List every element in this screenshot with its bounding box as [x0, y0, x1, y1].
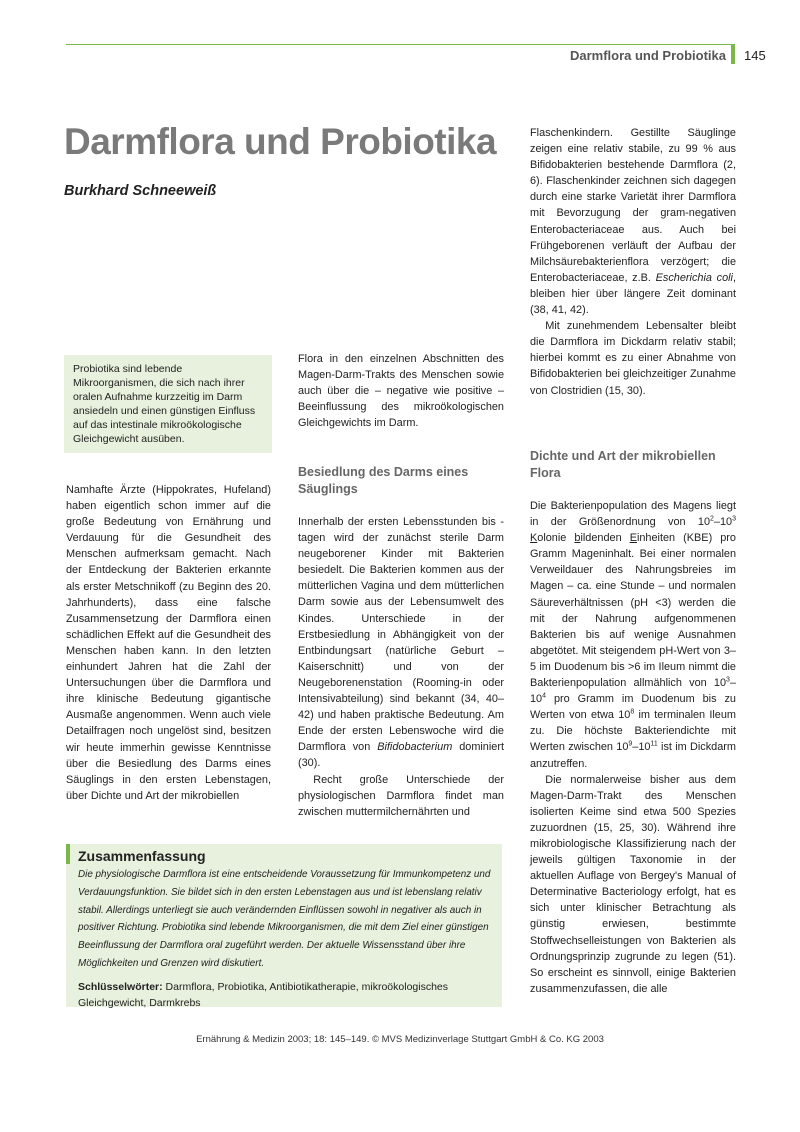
kbe-letter-k: K [530, 532, 538, 545]
col3-paragraph-4: Die normalerweise bisher aus dem Magen-Darm-Trakt des Menschen isolierten Keime sind etwa 500 Spezies zuzuordnen (15, 25, 30). Während ihre mikrobiologische Klassifizierung nach der jeweils gültigen Taxonomie in der aktuellen Auflage von Bergey's Manual of Determinative Bacteriology erfolgt, hat es sich unter klinischer Betrachtung als günstig erwiesen, bestimmte Stoffwechselleistungen von Bakterien als Ordnungsprinzip zugrunde zu legen (51). So erscheint es sinnvoll, einige Bakterien zusammenzufassen, die alle [530, 773, 736, 995]
col3-p3-c: (KBE) pro Gramm Mageninhalt. Bei einer normalen Verweildauer des Nahrungsbreies im Magen – ca. eine Stunde – und normalen Säureverhältnissen (pH <3) werden die mit der Nahrung aufgenommenen Bakterien bis auf wenige Ausnahmen abgetötet. Mit steigendem pH-Wert von 3–5 im Duodenum bis >6 im Ileum nimmt die Bakterienpopulation allmählich von 10 [530, 532, 736, 690]
col3-p3-word: inheiten [636, 532, 676, 545]
citation-footer: Ernährung & Medizin 2003; 18: 145–149. © MVS Medizinverlage Stuttgart GmbH & Co. KG 2003 [196, 1034, 604, 1045]
section-heading-dichte: Dichte und Art der mikrobiellen Flora [530, 449, 716, 480]
superscript: 8 [630, 708, 635, 716]
section-heading-besiedlung: Besiedlung des Darms eines Säuglings [298, 465, 469, 496]
superscript: 3 [732, 515, 736, 523]
col3-p3-d: –10 [530, 677, 736, 706]
col2-body [298, 514, 504, 820]
col3-p3-word: ildenden [580, 532, 622, 545]
col2-paragraph-3: Recht große Unterschiede der physiologischen Darmflora findet man zwischen muttermilchernährten und [298, 773, 504, 818]
kbe-letter-b: b [574, 532, 581, 545]
col1-paragraph-1: Namhafte Ärzte (Hippokrates, Hufeland) haben eigentlich schon immer auf die große Bedeutung von Ernährung und Verdauung für die Gesundheit des Menschen aufmerksam gemacht. Nach der Entdeckung der Bakterien erkannte als erster Metschnikoff (zu Beginn des 20. Jahrhunderts), dass eine falsche Zusammensetzung der Darmflora einen schädlichen Effekt auf die Gesundheit des Menschen haben kann. In den letzten einhundert Jahren hat die Zahl der Untersuchungen über die Darmflora und ihre klinische Bedeutung gigantische Ausmaße angenommen. Wenn auch viele Detailfragen noch ungelöst sind, besitzen wir heute immerhin gewisse Kenntnisse über die Besiedlung des Darms eines Säuglings in den ersten Lebenstagen, über Dichte und Art der mikrobiellen [66, 484, 271, 802]
col3-paragraph-3 [530, 498, 736, 772]
col3-p3-b: –10 [713, 516, 733, 529]
article-author: Burkhard Schneeweiß [64, 183, 217, 199]
summary-accent-bar [66, 844, 70, 864]
col3-p3-e: pro Gramm im Duodenum bis zu Werten von etwa 10 [530, 693, 736, 722]
col3-bottom-body [530, 498, 736, 997]
summary-text: Die physiologische Darmflora ist eine entscheidende Voraussetzung für Immunkompetenz und Verdauungsfunktion. Sie bildet sich in den ersten Lebenstagen aus und ist lebenslang relativ stabil. Allerdings unterliegt sie auch verändernden Einflüssen sowohl in negativer als auch in positiver Richtung. Probiotika sind lebende Mikroorganismen, die mit dem Ziel einer günstigen Beeinflussung der Darmflora oral zugeführt werden. Der aktuelle Wissensstand über ihre Möglichkeiten und Grenzen wird diskutiert. [78, 869, 491, 969]
article-title: Darmflora und Probiotika [64, 121, 497, 162]
superscript: 2 [710, 515, 714, 523]
keywords-line [78, 979, 492, 1012]
superscript: 4 [542, 692, 547, 700]
page-number: 145 [744, 48, 766, 63]
kbe-letter-e: E [629, 532, 637, 545]
header-rule [66, 44, 733, 45]
col2-p2-italic-term: Bifidobacterium [377, 741, 453, 754]
summary-heading: Zusammenfassung [78, 848, 206, 864]
col3-p3-g: –10 [632, 741, 651, 754]
col3-paragraph-2: Mit zunehmendem Lebensalter bleibt die Darmflora im Dickdarm relativ stabil; hierbei kommt es zu einer Abnahme von Bifidobakterien bei gleichzeitiger Zunahme von Clostridien (15, 30). [530, 320, 736, 397]
keywords-label: Schlüsselwörter: [78, 980, 163, 993]
header-accent-bar [731, 44, 735, 64]
col3-p1-text: Flaschenkindern. Gestillte Säuglinge zeigen eine relativ stabile, zu 99 % aus Bifidobakterien bestehende Darmflora (2, 6). Flaschenkinder zeichnen sich dagegen durch eine starke Varietät ihrer Darmflora mit Bevorzugung der gram-negativen Enterobacteriaceae aus. Auch bei Frühgeborenen verläuft der Aufbau der Milchsäurebakterienflora verzögert; die Enterobacteriaceae, z.B. [530, 127, 736, 284]
col3-p3-a: Die Bakterienpopulation des Magens liegt in der Größenordnung von 10 [530, 500, 736, 529]
col3-paragraph-1 [530, 125, 736, 318]
col3-top-body [530, 125, 736, 399]
summary-box [66, 844, 502, 1010]
superscript: 9 [628, 740, 633, 748]
col2-p2-text-end: dominiert (30). [298, 741, 504, 770]
keywords-list: Darmflora, Probiotika, Antibiotikatherapie, mikroökologisches Gleichgewicht, Darmkrebs [78, 980, 449, 1010]
abstract-box: Probiotika sind lebende Mikroorganismen, die sich nach ihrer oralen Aufnahme kurzzeitig im Darm ansiedeln und einen günstigen Einfluss auf das intestinale mikroökologische Gleichgewicht ausüben. [64, 355, 272, 453]
col2-p2-text: Innerhalb der ersten Lebensstunden bis -tagen wird der zunächst sterile Darm neugeborener Kinder mit Bakterien besiedelt. Die Bakterien kommen aus der mütterlichen Vagina und dem mütterlichen Darm sowie aus der Lebensumwelt des Kindes. Unterschiede in der Erstbesiedlung in Abhängigkeit von der Entbindungsart (natürliche Geburt – Kaiserschnitt) und von der Neugeborenenstation (Rooming-in oder Intensivabteilung) sind bekannt (34, 40–42) und haben praktische Bedeutung. Am Ende der ersten Lebenswoche wird die Darmflora von [298, 516, 504, 754]
running-title: Darmflora und Probiotika [569, 48, 726, 63]
col3-p3-h: ist im Dickdarm anzutreffen. [530, 741, 736, 770]
col2-paragraph-1: Flora in den einzelnen Abschnitten des Magen-Darm-Trakts des Menschen sowie auch über die – negative wie positive – Beeinflussung des mikroökologischen Gleichgewichts im Darm. [298, 353, 504, 430]
superscript: 3 [726, 676, 730, 684]
superscript: 11 [650, 740, 658, 748]
col3-p3-word: olonie [537, 532, 567, 545]
col3-p1-italic-term: Escherichia coli [655, 271, 733, 284]
col2-paragraph-2 [298, 514, 504, 772]
col3-p3-f: im terminalen Ileum zu. Die höchste Bakteriendichte mit Werten zwischen 10 [530, 709, 736, 754]
col3-p1-text-end: , bleiben hier über längere Zeit dominant (38, 41, 42). [530, 271, 736, 317]
